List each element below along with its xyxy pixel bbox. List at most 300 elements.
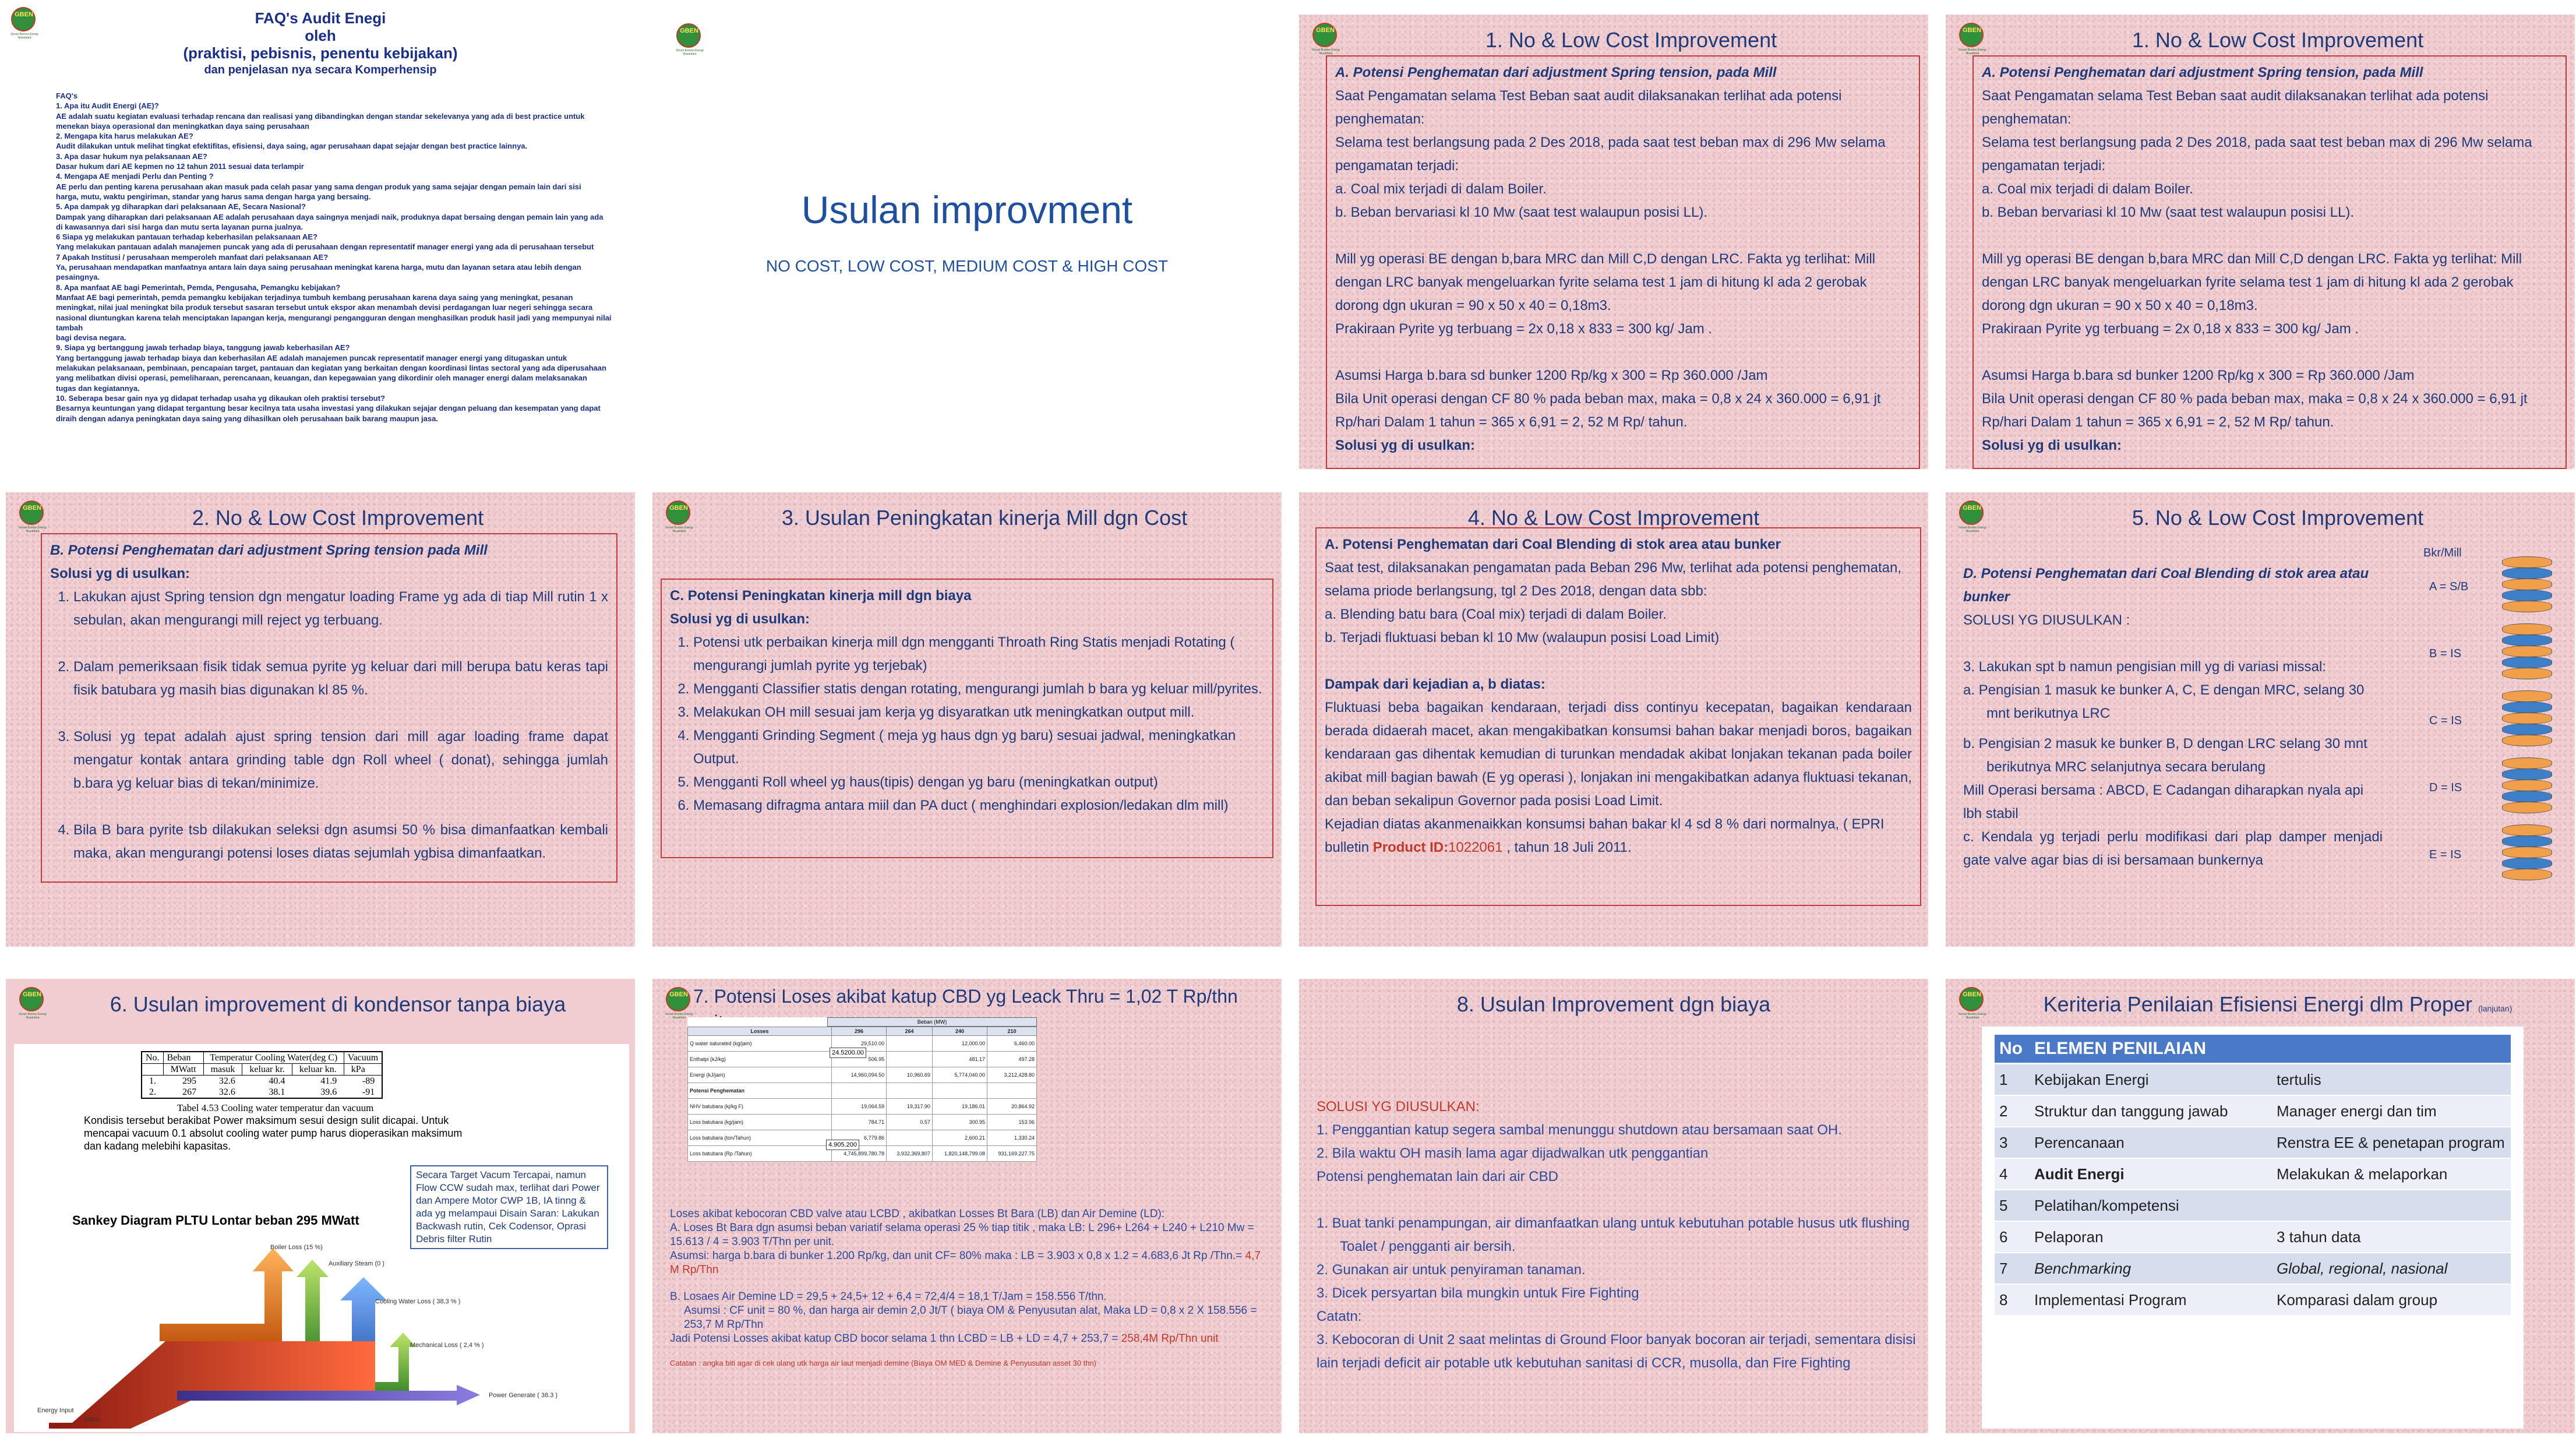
table-overlay-1: 24.5200.00 — [830, 1048, 866, 1058]
table-cell: 40.4 — [269, 1076, 285, 1086]
epri-text: Kejadian diatas akanmenaikkan konsumsi bahan bakar kl 4 sd 8 % dari normalnya, ( EPRI bulletin — [1325, 816, 1885, 855]
power-generate-label: Power Generate ( 38.3 ) — [489, 1392, 558, 1399]
table-cell: Melakukan & melaporkan — [2272, 1158, 2511, 1190]
th-sub: keluar kn. — [292, 1064, 344, 1076]
section-header: C. Potensi Peningkatan kinerja mill dgn biaya — [670, 588, 972, 604]
faq-line: pesaingnya. — [56, 273, 100, 282]
section-header: A. Potensi Penghematan dari adjustment Spring tension, pada Mill — [1982, 65, 2423, 80]
highlight-value: 258,4M Rp/Thn unit — [1121, 1332, 1219, 1345]
company-logo: GBEN Green Borneo Energi Nusantara — [663, 500, 694, 526]
paragraph: A. Loses Bt Bara dgn asumsi beban variatif selama operasi 25 % tiap titik , maka LB: L 296+ L264 + L240 + L210 Mw = 15.613 / 4 = 3.903 T/Thn per unit. — [670, 1222, 1254, 1248]
table-row — [1995, 1127, 2511, 1158]
table-cell: 497.28 — [987, 1052, 1037, 1067]
table-row — [1995, 1064, 2511, 1096]
faq-line: yang melibatkan divisi operasi, pemeliharaan, perencanaan, keuangan, dan kepegawaian yang dikordinir oleh manager energi dalam melaksanakan — [56, 373, 587, 383]
table-cell: 41.9 — [320, 1076, 337, 1086]
beban-header: Beban (MW) — [827, 1017, 1037, 1027]
table-cell: 295 — [182, 1076, 197, 1086]
list-item: 4. Bila B bara pyrite tsb dilakukan seleksi dgn asumsi 50 % bisa dimanfaatkan kembali maka, akan mengurangi potensi loses diatas sejumlah ygbisa dimanfaatkan. — [73, 819, 608, 865]
bunker-label: A = S/B — [2429, 580, 2469, 593]
company-logo: GBEN Green Borneo Energi Nusantara — [1310, 23, 1341, 48]
faq-line: harga, mutu, waktu pengiriman, standar yang harus sama dengan harga yang bersaing. — [56, 192, 371, 201]
faq-line: Yang bertanggung jawab terhadap biaya dan keberhasilan AE adalah manajemen puncak representatif manager energi yang ditugaskan untuk — [56, 353, 567, 362]
faq-line: bagi devisa negara. — [56, 333, 126, 343]
faq-title: FAQ's Audit Enegi — [255, 9, 386, 27]
faq-line: AE perlu dan penting karena perusahaan akan masuk pada celah pasar yang sama dengan produk yang sama sejajar dengan pemain lain dari sisi — [56, 182, 581, 191]
faq-line: tugas dan kegiatannya. — [56, 383, 140, 393]
paragraph-epri — [1325, 813, 1912, 859]
table-cell: 1,330.24 — [987, 1130, 1037, 1146]
faq-line: Besarnya keuntungan yang didapat tergantung besar kecilnya tata usaha investasi yang dilakukan sejajar dengan peluang dan kesempatan yang dapat — [56, 404, 601, 413]
bunker-label: C = IS — [2429, 714, 2462, 727]
table-cell: 3,932,369,807 — [887, 1146, 933, 1162]
bunker-icon — [2502, 824, 2552, 883]
table-cell: Loss batubara (kg/jam) — [688, 1115, 832, 1130]
point-a: a. Pengisian 1 masuk ke bunker A, C, E dengan MRC, selang 30 mnt berikutnya LRC — [1963, 682, 2365, 721]
table-cell: 20,864.92 — [987, 1099, 1037, 1115]
table-cell: 300.95 — [932, 1115, 987, 1130]
table-cell: Implementasi Program — [2030, 1284, 2272, 1316]
epri-date: , tahun 18 Juli 2011. — [1502, 840, 1632, 855]
table-cell: 2 — [1995, 1095, 2030, 1127]
bunker-label: E = IS — [2429, 848, 2462, 861]
paragraph — [670, 1249, 1270, 1277]
faq-body — [56, 91, 623, 424]
faq-line: 4. Mengapa AE menjadi Perlu dan Penting ? — [56, 172, 214, 181]
table-cell: Renstra EE & penetapan program — [2272, 1127, 2511, 1158]
losses-table-wrap — [687, 1017, 1037, 1162]
faq-line: menekan biaya operasional dan meningkatkan daya saing perusahaan — [56, 121, 309, 131]
slide-usulan[interactable] — [652, 6, 1282, 460]
table-cell — [932, 1083, 987, 1099]
callout-box: Secara Target Vacum Tercapai, namun Flow CCW sudah max, terlihat dari Power dan Ampere Motor CWP 1B, IA tinng & ada yg melampaui Disain Saran: Lakukan Backwash rutin, Cek Codensor, Oprasi Debris filter Rutin — [410, 1165, 608, 1249]
faq-line: 8. Apa manfaat AE bagi Pemerintah, Pemda, Pengusaha, Pemangku kebijakan? — [56, 283, 341, 292]
highlight-value: 4,7 M Rp/Thn — [670, 1250, 1261, 1276]
table-row — [688, 1115, 1037, 1130]
table-row — [688, 1130, 1037, 1146]
table-cell: NHV batubara (kj/kg F) — [688, 1099, 832, 1115]
list-item: 2. Dalam pemeriksaan fisik tidak semua pyrite yg keluar dari mill berupa batu keras tapi fisik batubara yg masih bias digunakan kl 85 %. — [73, 655, 608, 702]
criteria-table — [1995, 1035, 2511, 1316]
paragraph: Selama test berlangsung pada 2 Des 2018, pada saat test beban max di 296 Mw selama pengamatan terjadi: — [1982, 135, 2532, 174]
slide-cbd-losses[interactable] — [652, 979, 1282, 1433]
faq-line: AE adalah suatu kegiatan evaluasi terhadap rencana dan realisasi yang dibandingkan dengan standar sekelevanya yang ada di best practice untuk — [56, 111, 585, 121]
faq-title-line3: (praktisi, pebisnis, penentu kebijakan) — [183, 44, 458, 62]
slide-mill-performance[interactable] — [652, 492, 1282, 947]
faq-line: 1. Apa itu Audit Energi (AE)? — [56, 101, 159, 111]
table-row — [1995, 1158, 2511, 1190]
faq-title-line2: oleh — [305, 27, 336, 44]
table-cell: 2,600.21 — [932, 1130, 987, 1146]
list-item: 2. Gunakan air untuk penyiraman tanaman. — [1317, 1262, 1586, 1278]
paragraph: Saat test, dilaksanakan pengamatan pada Beban 296 Mw, terlihat ada potensi penghematan, selama priode berlangsung, tgl 2 Des 2018, dengan data sbb: — [1325, 560, 1902, 599]
solution-label: Solusi yg di usulkan: — [1335, 438, 1476, 453]
sankey-diagram — [14, 1236, 629, 1433]
title-text: Keriteria Penilaian Efisiensi Energi dlm Proper — [2043, 992, 2472, 1016]
table-cell: 4 — [1995, 1158, 2030, 1190]
energy-input-pct: 100% — [84, 1416, 101, 1423]
content-box — [1972, 55, 2567, 469]
point-c: c. Kendala yg terjadi perlu modifikasi dari plap damper menjadi gate valve agar bias di isi bersamaan bunkernya — [1963, 829, 2383, 868]
faq-line: Audit dilakukan untuk melihat tingkat efektifitas, efisiensi, daya saing, agar perusahaan dapat sejajar dengan best practice lainnya. — [56, 142, 528, 151]
table-cell: 3 tahun data — [2272, 1221, 2511, 1253]
condenser-panel — [14, 1044, 629, 1432]
company-logo: GBEN Green Borneo Energi Nusantara — [1956, 23, 1988, 48]
bunker-icon — [2502, 757, 2552, 816]
section-header: A. Potensi Penghematan dari Coal Blending di stok area atau bunker — [1325, 537, 1781, 552]
company-logo: GBEN Green Borneo Energi Nusantara — [673, 23, 705, 49]
cooling-loss-label: Cooling Water Loss ( 38,3 % ) — [375, 1298, 461, 1305]
losses-explanation — [670, 1207, 1270, 1368]
content-box — [1315, 527, 1921, 906]
table-cell: Enthalpi (kJ/kg) — [688, 1052, 832, 1067]
mech-loss-label: Mechanical Loss ( 2,4 % ) — [410, 1342, 484, 1349]
table-overlay-2: 4.905.200 — [826, 1140, 859, 1150]
table-cell — [2272, 1190, 2511, 1221]
slide-subtitle: NO COST, LOW COST, MEDIUM COST & HIGH COST — [765, 257, 1169, 275]
slide-title: 1. No & Low Cost Improvement — [2132, 28, 2424, 52]
faq-line: 2. Mengapa kita harus melakukan AE? — [56, 132, 193, 141]
th-sub: keluar kr. — [242, 1064, 292, 1076]
faq-line: nasional diuntungkan karena telah menciptakan lapangan kerja, mengurangi pengangguran dengan menghasilkan produk hasil jadi yang mempunyai nilai tambah — [56, 313, 612, 332]
slide-no-low-cost-1b[interactable] — [1946, 15, 2575, 469]
text: Asumsi: harga b.bara di bunker 1.200 Rp/kg, dan unit CF= 80% maka : LB = 3.903 x 0,8 x 1.2 = 4.683,6 Jt Rp /Thn.= — [670, 1250, 1245, 1262]
impact-heading: Dampak dari kejadian a, b diatas: — [1325, 676, 1545, 692]
th-sub — [142, 1064, 163, 1076]
boiler-loss-label: Boiler Loss (15 %) — [270, 1244, 323, 1251]
slide-title: 2. No & Low Cost Improvement — [192, 506, 484, 530]
faq-line: melakukan pelaksanaan, pembinaan, pencapaian target, pantauan dan kegiatan yang berkaitan dengan koordinasi lintas sectoral yang ada diperusahaan — [56, 364, 606, 373]
list-item: 1. Potensi utk perbaikan kinerja mill dgn mengganti Throath Ring Statis menjadi Rotating ( mengurangi jumlah pyrite yg terjebak) — [693, 631, 1264, 678]
company-logo: GBEN Green Borneo Energi Nusantara — [16, 500, 48, 526]
list-item: 1. Lakukan ajust Spring tension dgn mengatur loading Frame yg ada di tiap Mill rutin 1 x sebulan, akan mengurangi mill reject yg terbuang. — [73, 586, 608, 632]
boiler-loss-flow — [160, 1248, 294, 1341]
th-sub: masuk — [203, 1064, 242, 1076]
sankey-title: Sankey Diagram PLTU Lontar beban 295 MWatt — [72, 1213, 359, 1228]
solution-list — [50, 586, 608, 865]
faq-line: meningkat, nilai jual meningkat bila produk tersebut sasaran tersebut untuk ekspor akan menambah devisi perdagangan luar negeri sehingga secara — [56, 303, 593, 312]
table-cell: Kebijakan Energi — [2030, 1064, 2272, 1096]
table-cell: 3 — [1995, 1127, 2030, 1158]
slide-title: 1. No & Low Cost Improvement — [1485, 28, 1777, 52]
table-row — [1995, 1284, 2511, 1316]
faq-line: FAQ's — [56, 91, 78, 100]
faq-line: Manfaat AE bagi pemerintah, pemda pemangku kebijakan terjadinya tumbuh kembang perusahaan karena daya saing yang meningkat, pesanan — [56, 292, 573, 302]
paragraph: Asumsi Harga b.bara sd bunker 1200 Rp/kg x 300 = Rp 360.000 /Jam — [1335, 368, 1768, 383]
table-cell: 39.6 — [320, 1087, 337, 1097]
list-item: 1. Buat tanki penampungan, air dimanfaatkan ulang untuk kebutuhan potable husus utk flushing Toalet / pengganti air bersih. — [1317, 1215, 1910, 1254]
paragraph: Asumsi Harga b.bara sd bunker 1200 Rp/kg x 300 = Rp 360.000 /Jam — [1982, 368, 2415, 383]
solution-label: SOLUSI YG DIUSULKAN: — [1317, 1099, 1480, 1115]
company-logo: GBEN Green Borneo Energi Nusantara — [8, 7, 40, 33]
table-row — [142, 1087, 382, 1098]
table-cell: 19,186.01 — [932, 1099, 987, 1115]
table-header: No — [1995, 1035, 2030, 1064]
table-header: 264 — [887, 1027, 933, 1036]
paragraph: Saat Pengamatan selama Test Beban saat audit dilaksanakan terlihat ada potensi penghematan: — [1982, 88, 2489, 127]
list-item: 6. Memasang difragma antara miil dan PA duct ( menghindari explosion/ledakan dlm mill) — [693, 794, 1264, 817]
point-b: b. Terjadi fluktuasi beban kl 10 Mw (walaupun posisi Load Limit) — [1325, 630, 1720, 646]
table-cell — [987, 1083, 1037, 1099]
bunker-legend-title: Bkr/Mill — [2423, 547, 2462, 559]
section-header: A. Potensi Penghematan dari adjustment Spring tension, pada Mill — [1335, 65, 1777, 80]
table-cell: 38.1 — [269, 1087, 285, 1097]
table-header: 210 — [987, 1027, 1037, 1036]
table-cell: 267 — [182, 1087, 197, 1097]
section-header: B. Potensi Penghematan dari adjustment Spring tension pada Mill — [50, 542, 488, 558]
table-header-row — [1995, 1035, 2511, 1064]
paragraph: Mill yg operasi BE dengan b,bara MRC dan Mill C,D dengan LRC. Fakta yg terlihat: Mill dengan LRC banyak mengeluarkan fyrite selama test 1 jam di hitung kl ada 2 gerobak dorong dgn ukuran = 90 x 50 x 40 = 0,18m3. — [1982, 251, 2522, 313]
table-row — [688, 1083, 1037, 1099]
table-row — [1995, 1095, 2511, 1127]
paragraph: Bila Unit operasi dengan CF 80 % pada beban max, maka = 0,8 x 24 x 360.000 = 6,91 jt Rp/hari Dalam 1 tahun = 365 x 6,91 = 2, 52 M Rp/ tahun. — [1982, 391, 2528, 430]
table-header: Losses — [688, 1027, 832, 1036]
company-logo: GBEN Green Borneo Energi Nusantara — [1956, 987, 1988, 1013]
losses-table — [687, 1027, 1037, 1162]
faq-line: Ya, perusahaan mendapatkan manfaatnya antara lain daya saing perusahaan meningkat karena harga, mutu dan layanan setara atau lebih dengan — [56, 263, 581, 272]
faq-line: 5. Apa dampak yg diharapkan dari pelaksanaan AE, Secara Nasional? — [56, 202, 306, 211]
table-cell: Audit Energi — [2030, 1158, 2272, 1190]
paragraph: B. Losaes Air Demine LD = 29,5 + 24,5+ 12 + 6,4 = 72,4/4 = 18,1 T/Jam = 158.556 T/thn. — [670, 1291, 1107, 1303]
table-cell: Energi (kJ/jam) — [688, 1067, 832, 1083]
slide-title: 5. No & Low Cost Improvement — [2132, 506, 2424, 530]
slide-no-low-cost-2[interactable] — [6, 492, 635, 947]
solution-label: SOLUSI YG DIUSULKAN : — [1963, 612, 2130, 628]
list-item: 4. Mengganti Grinding Segment ( meja yg haus dgn yg baru) sesuai jadwal, meningkatkan Output. — [693, 724, 1264, 771]
table-cell: 10,960.69 — [887, 1067, 933, 1083]
table-cell: Potensi Penghematan — [688, 1083, 832, 1099]
table-cell: Pelatihan/kompetensi — [2030, 1190, 2272, 1221]
faq-subtitle: dan penjelasan nya secara Komperhensip — [204, 64, 437, 76]
slide-no-low-cost-5[interactable] — [1946, 492, 2575, 947]
faq-line: di kawasannya dari sisi harga dan mutu serta layanan purna jualnya. — [56, 222, 304, 231]
paragraph: Bila Unit operasi dengan CF 80 % pada beban max, maka = 0,8 x 24 x 360.000 = 6,91 jt Rp/hari Dalam 1 tahun = 365 x 6,91 = 2, 52 M Rp/ tahun. — [1335, 391, 1881, 430]
table-cell: tertulis — [2272, 1064, 2511, 1096]
table-cell: -91 — [362, 1087, 375, 1097]
solution-label: Solusi yg di usulkan: — [1982, 438, 2122, 453]
table-cell: 14,960,094.50 — [832, 1067, 887, 1083]
paragraph — [670, 1332, 1270, 1346]
paragraph: Mill Operasi bersama : ABCD, E Cadangan diharapkan nyala api lbh stabil — [1963, 782, 2364, 822]
table-header — [2272, 1035, 2511, 1064]
table-row — [1995, 1190, 2511, 1221]
table-cell: 32.6 — [218, 1076, 235, 1086]
table-cell: 19,317.90 — [887, 1099, 933, 1115]
table-cell: 19,064.59 — [832, 1099, 887, 1115]
table-cell — [887, 1130, 933, 1146]
table-cell: Pelaporan — [2030, 1221, 2272, 1253]
slide-improvement-with-cost[interactable] — [1299, 979, 1928, 1433]
table-cell — [887, 1083, 933, 1099]
table-cell: 1,820,148,799.08 — [932, 1146, 987, 1162]
paragraph: Potensi penghematan lain dari air CBD — [1317, 1169, 1558, 1184]
paragraph: Saat Pengamatan selama Test Beban saat audit dilaksanakan terlihat ada potensi penghematan: — [1335, 88, 1842, 127]
slide-title — [1992, 992, 2563, 1021]
table-row — [688, 1099, 1037, 1115]
footnote: Catatan : angka biti agar di cek ulang utk harga air laut menjadi demine (Biaya OM MED & Demine & Penyusutan asset 30 thn) — [670, 1359, 1096, 1367]
table-cell: 481.17 — [932, 1052, 987, 1067]
table-row — [1995, 1221, 2511, 1253]
faq-line: Dampak yang diharapkan dari pelaksanaan AE adalah perusahaan daya saingnya menjadi naik, produknya dapat bersaing dengan pemain lain yang ada — [56, 212, 604, 221]
paragraph: Prakiraan Pyrite yg terbuang = 2x 0,18 x 833 = 300 kg/ Jam . — [1982, 321, 2359, 337]
table-cell: 4,745,899,780.78 — [832, 1146, 887, 1162]
th-sub: kPa — [344, 1064, 382, 1076]
table-cell: 3,212,428.80 — [987, 1067, 1037, 1083]
table-row — [142, 1076, 382, 1087]
table-cell: Komparasi dalam group — [2272, 1284, 2511, 1316]
slide-faq[interactable] — [6, 6, 635, 460]
bunker-icon — [2502, 690, 2552, 749]
condition-note: Kondisis tersebut berakibat Power maksimum sesui design sulit dicapai. Untuk mencapai vacuum 0.1 absolut cooling water pump harus dioperasikan maksimum dan kadang melebihi kapasitas. — [84, 1115, 463, 1152]
table-cell: 506.95 — [832, 1052, 887, 1067]
table-cell: Manager energi dan tim — [2272, 1095, 2511, 1127]
table-cell — [832, 1083, 887, 1099]
energy-input-label: Energy Input — [37, 1407, 74, 1414]
paragraph: Prakiraan Pyrite yg terbuang = 2x 0,18 x 833 = 300 kg/ Jam . — [1335, 321, 1713, 337]
solution-label: Solusi yg di usulkan: — [670, 611, 810, 627]
company-logo: GBEN Green Borneo Energi Nusantara — [663, 987, 694, 1013]
slide-no-low-cost-4[interactable] — [1299, 492, 1928, 947]
point-b: b. Pengisian 2 masuk ke bunker B, D dengan LRC selang 30 mnt berikutnya MRC selanjutnya secara berulang — [1963, 736, 2367, 775]
faq-line: 7 Apakah Institusi / perusahaan memperoleh manfaat dari pelaksanaan AE? — [56, 252, 329, 262]
table-cell: 7 — [1995, 1253, 2030, 1284]
table-cell: 6 — [1995, 1221, 2030, 1253]
table-row — [688, 1067, 1037, 1083]
table-cell: 2. — [149, 1087, 156, 1097]
table-cell: Loss batubara (Rp /Tahun) — [688, 1146, 832, 1162]
paragraph: 3. Lakukan spt b namun pengisian mill yg di variasi missal: — [1963, 659, 2326, 675]
table-cell: Perencanaan — [2030, 1127, 2272, 1158]
point-b: b. Beban bervariasi kl 10 Mw (saat test walaupun posisi LL). — [1335, 205, 1707, 220]
slide-title: 6. Usulan improvement di kondensor tanpa biaya — [110, 992, 566, 1016]
faq-line: 10. Seberapa besar gain nya yg didapat terhadap usaha yg dikaukan oleh praktisi tersebut? — [56, 393, 385, 403]
content-box — [1326, 55, 1920, 469]
table-cell: Struktur dan tanggung jawab — [2030, 1095, 2272, 1127]
table-cell: 5,774,040.00 — [932, 1067, 987, 1083]
list-item: 2. Bila waktu OH masih lama agar dijadwalkan utk penggantian — [1317, 1145, 1709, 1161]
list-item: 1. Penggantian katup segera sambal menunggu shutdown atau bersamaan saat OH. — [1317, 1122, 1842, 1138]
table-cell — [887, 1036, 933, 1052]
table-row — [688, 1146, 1037, 1162]
table-cell — [887, 1052, 933, 1067]
bunker-label: D = IS — [2429, 781, 2462, 794]
point-a: a. Coal mix terjadi di dalam Boiler. — [1335, 181, 1547, 197]
content-text — [1963, 562, 2383, 872]
product-id-value: 1022061 — [1448, 840, 1503, 855]
list-item: 2. Mengganti Classifier statis dengan rotating, mengurangi jumlah b bara yg keluar mill/pyrites. — [693, 678, 1264, 701]
table-cell: 784.71 — [832, 1115, 887, 1130]
table-cell: -89 — [362, 1076, 375, 1086]
point-a: a. Coal mix terjadi di dalam Boiler. — [1982, 181, 2193, 197]
list-item: 5. Mengganti Roll wheel yg haus(tipis) dengan yg baru (meningkatkan output) — [693, 771, 1264, 794]
energy-input-flow — [49, 1341, 375, 1429]
slide-condenser[interactable] — [6, 979, 635, 1433]
table-cell: Benchmarking — [2030, 1253, 2272, 1284]
solution-label: Solusi yg di usulkan: — [50, 566, 190, 581]
table-header: 240 — [932, 1027, 987, 1036]
table-caption: Tabel 4.53 Cooling water temperatur dan vacuum — [177, 1102, 374, 1113]
list-item: 3. Dicek persyartan bila mungkin untuk Fire Fighting — [1317, 1285, 1639, 1301]
slide-title: 4. No & Low Cost Improvement — [1467, 506, 1760, 530]
text: Jadi Potensi Losses akibat katup CBD bocor selama 1 thn LCBD = LB + LD = 4,7 + 253,7 = — [670, 1332, 1121, 1345]
slide-no-low-cost-1a[interactable] — [1299, 15, 1928, 469]
bunker-icon — [2502, 623, 2552, 682]
paragraph: Fluktuasi beba bagaikan kendaraan, terjadi diss continyu kecepatan, bagaikan kendaraan berada didaerah macet, akan mengakibatkan konsumsi bahan bakar menjadi boros, bagaikan kendaraan gas dihentak kemudian di turunkan mendadak akibat lonjakan tekanan pada boiler akibat mill bagian bawah (E yg operasi ), lonjakan ini mengakibatkan adanya fluktuasi tekanan, dan beban sekalipun Governor pada posisi Load Limit. — [1325, 700, 1912, 809]
th-no: No. — [142, 1052, 163, 1064]
aux-steam-label: Auxiliary Steam (0 ) — [329, 1260, 384, 1267]
table-cell: 32.6 — [218, 1087, 235, 1097]
note-text: 3. Kebocoran di Unit 2 saat melintas di Ground Floor banyak bocoran air terjadi, sementara disisi lain terjadi deficit air potable utk kebutuhan sanitasi di CCR, musolla, dan Fire Fighting — [1317, 1332, 1916, 1371]
table-cell: Loss batubara (ton/Tahun) — [688, 1130, 832, 1146]
slide-proper-criteria[interactable] — [1946, 979, 2575, 1433]
content-text — [1317, 1095, 1917, 1375]
title-note: (lanjutan) — [2478, 1004, 2513, 1013]
th-sub: MWatt — [163, 1064, 203, 1076]
th-beban: Beban — [163, 1052, 203, 1064]
criteria-panel — [1982, 1027, 2524, 1429]
table-cell: 6,779.86 — [832, 1130, 887, 1146]
table-cell: Q water saturated (kg/jam) — [688, 1036, 832, 1052]
paragraph: Selama test berlangsung pada 2 Des 2018, pada saat test beban max di 296 Mw selama pengamatan terjadi: — [1335, 135, 1886, 174]
point-b: b. Beban bervariasi kl 10 Mw (saat test walaupun posisi LL). — [1982, 205, 2354, 220]
faq-line: diraih dengan adanya peningkatan daya saing yang dihasilkan oleh perusahaan baik barang maupun jasa. — [56, 414, 438, 423]
table-header-row — [688, 1027, 1037, 1036]
table-cell: 1. — [149, 1076, 156, 1086]
table-row — [1995, 1253, 2511, 1284]
th-temperature: Temperatur Cooling Water(deg C) — [203, 1052, 344, 1064]
company-logo: GBEN Green Borneo Energi Nusantara — [16, 987, 48, 1013]
table-cell: 153.96 — [987, 1115, 1037, 1130]
table-cell: 12,000.00 — [932, 1036, 987, 1052]
section-header: D. Potensi Penghematan dari Coal Blending di stok area atau bunker — [1963, 566, 2369, 605]
faq-line: 3. Apa dasar hukum nya pelaksanaan AE? — [56, 151, 207, 161]
table-cell: 6,460.00 — [987, 1036, 1037, 1052]
cooling-water-table — [141, 1051, 383, 1099]
faq-line: 6 Siapa yg melakukan pantauan terhadap keberhasilan pelaksanaan AE? — [56, 232, 317, 242]
content-box — [41, 533, 617, 883]
table-cell: 0.57 — [887, 1115, 933, 1130]
list-item: 3. Melakukan OH mill sesuai jam kerja yg disyaratkan utk meningkatkan output mill. — [693, 701, 1264, 724]
point-a: a. Blending batu bara (Coal mix) terjadi di dalam Boiler. — [1325, 607, 1667, 622]
slide-title: 3. Usulan Peningkatan kinerja Mill dgn Cost — [781, 506, 1188, 530]
faq-line: Yang melakukan pantauan adalah manajemen puncak yang ada di perusahaan dengan representatif manager energi yang ada di perusahaan tersebut — [56, 242, 594, 252]
bunker-icon — [2502, 556, 2552, 615]
th-vacuum: Vacuum — [344, 1052, 382, 1064]
table-cell: 8 — [1995, 1284, 2030, 1316]
note-label: Catatn: — [1317, 1309, 1362, 1324]
company-logo: GBEN Green Borneo Energi Nusantara — [1956, 500, 1988, 526]
paragraph: Mill yg operasi BE dengan b,bara MRC dan Mill C,D dengan LRC. Fakta yg terlihat: Mill dengan LRC banyak mengeluarkan fyrite selama test 1 jam di hitung kl ada 2 gerobak dorong dgn ukuran = 90 x 50 x 40 = 0,18m3. — [1335, 251, 1876, 313]
content-box — [661, 579, 1273, 858]
paragraph: Loses akibat kebocoran CBD valve atau LCBD , akibatkan Losses Bt Bara (LB) dan Air Demine (LD): — [670, 1208, 1165, 1220]
table-cell: 29,510.00 — [832, 1036, 887, 1052]
solution-list — [670, 631, 1264, 817]
slide-title: Usulan improvment — [801, 188, 1133, 231]
table-cell: 931,169,227.75 — [987, 1146, 1037, 1162]
slide-title: 7. Potensi Loses akibat katup CBD yg Leack Thru = 1,02 T Rp/thn — [693, 986, 1238, 1007]
table-header: ELEMEN PENILAIAN — [2030, 1035, 2272, 1064]
aux-steam-flow — [288, 1260, 329, 1353]
product-id-label: Product ID: — [1372, 840, 1449, 855]
slide-title: 8. Usulan Improvement dgn biaya — [1456, 992, 1771, 1016]
list-item: 3. Solusi yg tepat adalah ajust spring tension dari mill agar loading frame dapat mengatur kontak antara grinding table dgn Roll wheel ( donat), sehingga jumlah b.bara yg keluar bias di tekan/minimize. — [73, 725, 608, 795]
table-cell: 1 — [1995, 1064, 2030, 1096]
table-cell: 5 — [1995, 1190, 2030, 1221]
table-header: 296 — [832, 1027, 887, 1036]
paragraph: Asumsi : CF unit = 80 %, dan harga air demin 2,0 Jt/T ( biaya OM & Penyusutan alat, Maka LD = 0,8 x 2 X 158.556 = 253,7 M Rp/Thn — [684, 1305, 1257, 1331]
faq-line: 9. Siapa yg bertanggung jawab terhadap biaya, tanggung jawab keberhasilan AE? — [56, 343, 350, 352]
bunker-label: B = IS — [2429, 647, 2462, 660]
